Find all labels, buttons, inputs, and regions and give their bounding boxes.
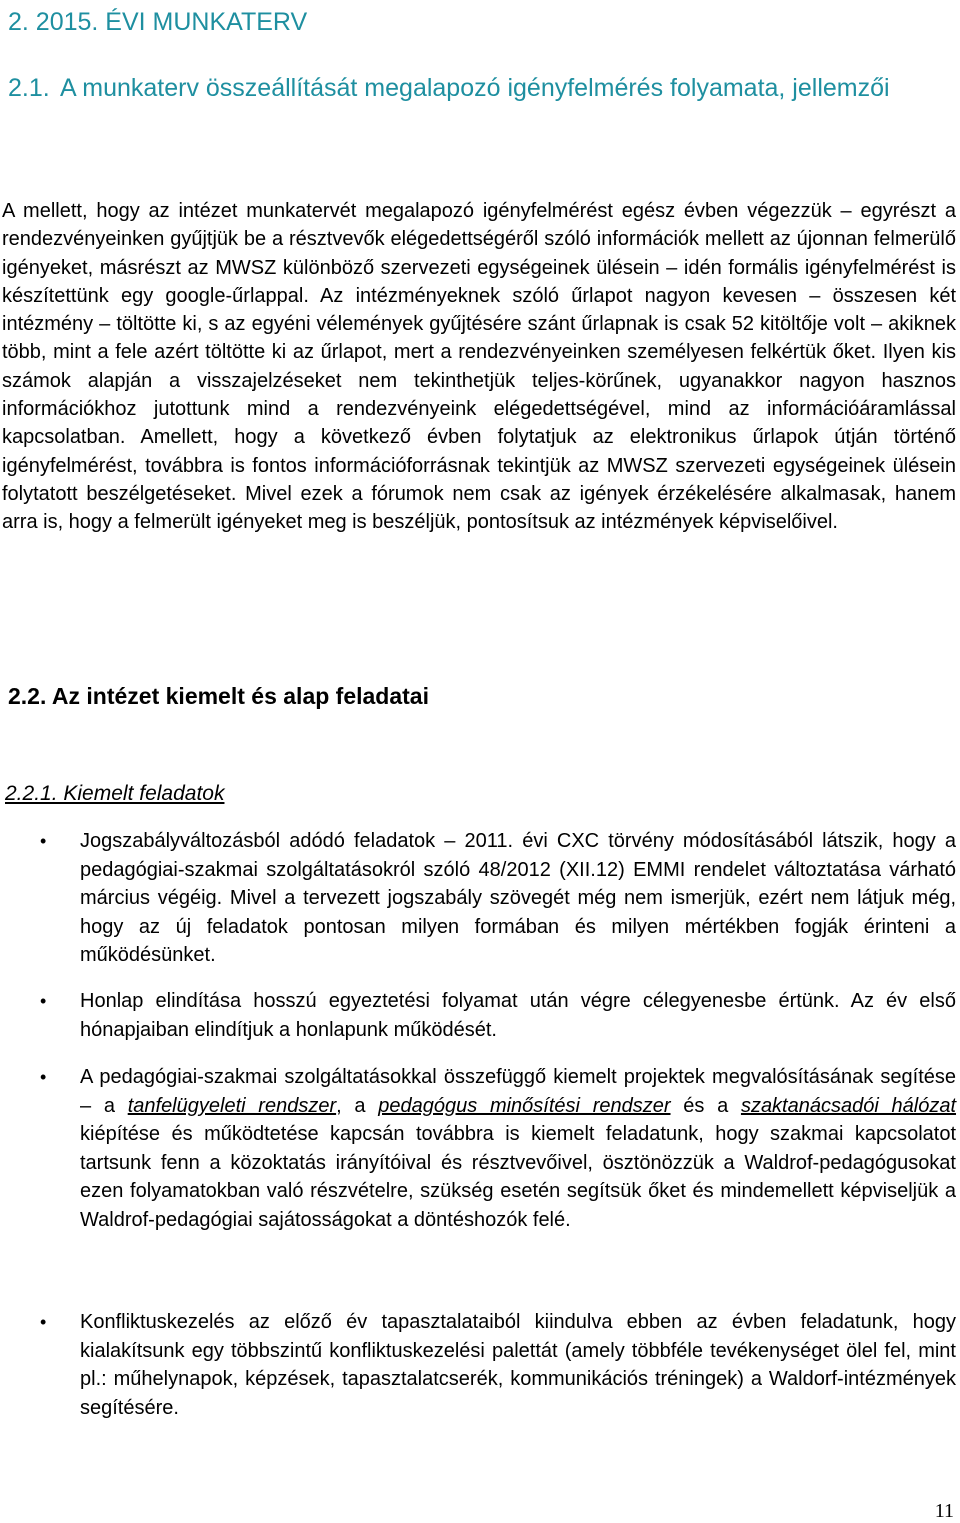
tanfelugyeleti-link[interactable]: tanfelügyeleti rendszer (127, 1094, 337, 1117)
list-item-text: , a (336, 1094, 379, 1117)
bullet-icon: • (40, 1312, 47, 1332)
bullet-icon: • (40, 831, 47, 851)
section-number: 2.1. (8, 74, 50, 102)
page-number: 11 (934, 1500, 954, 1522)
chapter-heading: 2. 2015. ÉVI MUNKATERV (8, 8, 308, 36)
list-item-text: A pedagógiai-szakmai szolgáltatásokkal összefüggő kiemelt projektek megvalósításának segítése – a (80, 1066, 956, 1117)
section-title: A munkaterv összeállítását megalapozó igényfelmérés folyamata, jellemzői (60, 74, 890, 102)
bullet-icon: • (40, 1067, 47, 1087)
list-item-text: Jogszabályváltozásból adódó feladatok – 2011. évi CXC törvény módosításából látszik, hogy a pedagógiai-szakmai szolgáltatásokról szóló 48/2012 (XII.12) EMMI rendelet változtatása várható március végéig. Mivel a tervezett jogszabály szövegét még nem ismerjük, ezért nem látjuk még, hogy az új feladatok pontosan milyen formában és milyen mértékben fogják érinteni a működésünket. (80, 830, 956, 967)
intro-paragraph: A mellett, hogy az intézet munkatervét megalapozó igényfelmérést egész évben végezzük – egyrészt a rendezvényeinken gyűjtjük be a résztvevők elégedettségéről szóló információk mellett az újonnan felmerülő igényeket, másrészt az MWSZ különböző szervezeti egységeinek ülésein – idén formális igényfelmérést is készítettünk egy google-űrlappal. Az intézményeknek szóló űrlapot nagyon kevesen – összesen két intézmény – töltötte ki, s az egyéni vélemények gyűjtésére szánt űrlapnak is csak 52 kitöltője volt – akiknek több, mint a fele azért töltötte ki az űrlapot, mert a rendezvényeinken személyesen felkértük őket. Ilyen kis számok alapján a visszajelzéseket nem tekinthetjük teljes-körűnek, ugyanakkor nagyon hasznos információkhoz jutottunk mind a rendezvényeink elégedettségével, mind az információáramlással kapcsolatban. Amellett, hogy a következő évben folytatjuk az elektronikus űrlapok útján történő igényfelmérést, továbbra is fontos információforrásnak tekintjük az MWSZ szervezeti egységeinek ülésein folytatott beszélgetéseket. Mivel ezek a fórumok nem csak az igények érzékelésére alkalmasak, hanem arra is, hogy a felmerült igényeket meg is beszéljük, pontosítsuk az intézmények képviselőivel. (2, 200, 956, 534)
bullet-icon: • (40, 991, 47, 1011)
list-item-text: és a (670, 1094, 741, 1117)
section-heading-2-1 (8, 73, 938, 104)
list-item-text: kiépítése és működtetése kapcsán továbbra is kiemelt feladatunk, hogy szakmai kapcsolatot tartsunk fenn a közoktatás irányítóival és résztvevőivel, ösztönözzük a Waldrof-pedagógusokat ezen folyamatokban való részvételre, szükség esetén segítsük őket és mindemellett képviseljük a Waldrof-pedagógiai sajátosságokat a döntéshozók felé. (80, 1123, 956, 1231)
szaktanacsadoi-link[interactable]: szaktanácsadói hálózat (740, 1094, 957, 1117)
list-item-text: Honlap elindítása hosszú egyeztetési folyamat után végre célegyenesbe értünk. Az év első hónapjaiban elindítjuk a honlapunk működését. (80, 990, 956, 1041)
pedagogus-minositesi-link[interactable]: pedagógus minősítési rendszer (378, 1094, 671, 1117)
list-item (40, 1308, 956, 1422)
subsection-heading-2-2-1: 2.2.1. Kiemelt feladatok (5, 782, 225, 805)
list-item (40, 1063, 957, 1235)
list-item (40, 987, 956, 1044)
section-heading-2-2: 2.2. Az intézet kiemelt és alap feladatai (8, 683, 429, 709)
list-item (40, 827, 956, 970)
list-item-text: Konfliktuskezelés az előző év tapasztalataiból kiindulva ebben az évben feladatunk, hogy kialakítsunk egy többszintű konfliktuskezelési palettát (amely többféle tevékenységet ölel fel, mint pl.: műhelynapok, képzések, tapasztalatcserék, kommunikációs tréningek) a Waldorf-intézmények segítésére. (80, 1311, 956, 1419)
